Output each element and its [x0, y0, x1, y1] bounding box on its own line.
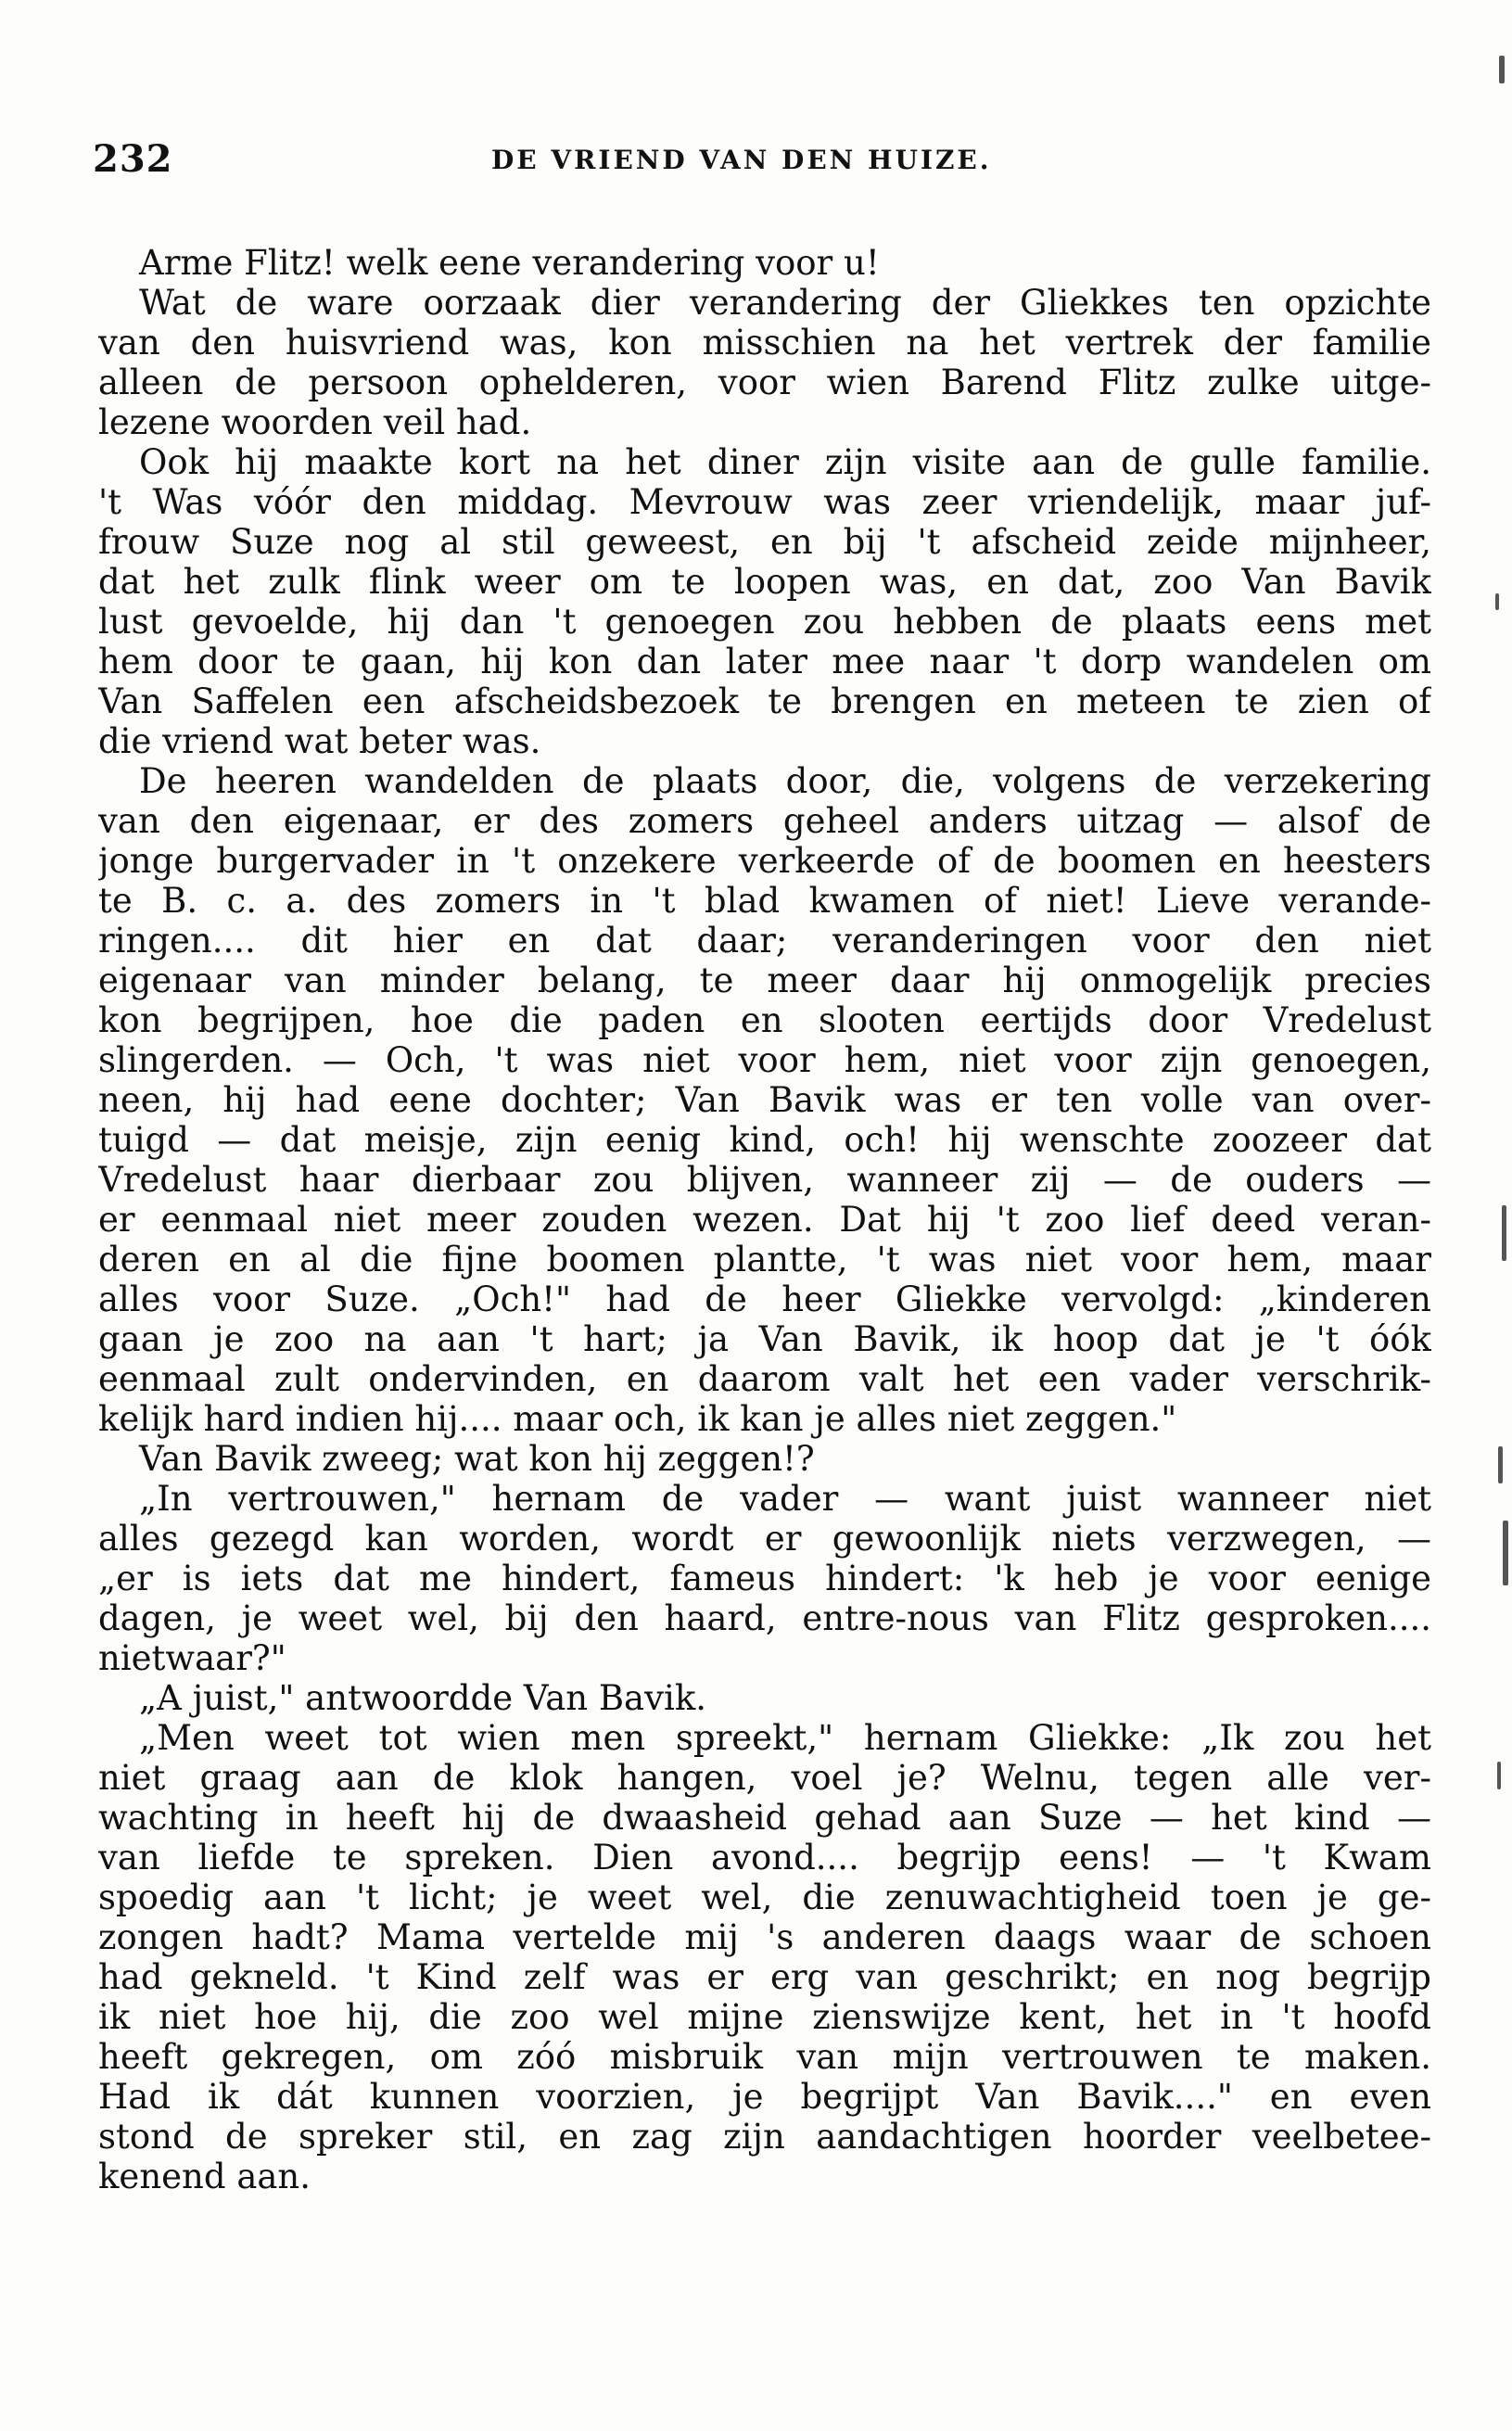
text-line: tuigd — dat meisje, zijn eenig kind, och! hij wenschte zoozeer dat [98, 1120, 1431, 1160]
running-head [93, 137, 1446, 184]
text-line: Wat de ware oorzaak dier verandering der Gliekkes ten opzichte [139, 283, 1431, 323]
text-line: er eenmaal niet meer zouden wezen. Dat hij 't zoo lief deed veran- [98, 1200, 1431, 1240]
text-line: nietwaar?" [98, 1638, 286, 1678]
text-line: wachting in heeft hij de dwaasheid gehad aan Suze — het kind — [98, 1798, 1431, 1838]
scan-speck [1497, 1762, 1501, 1789]
text-line: zongen hadt? Mama vertelde mij 's anderen daags waar de schoen [98, 1917, 1431, 1957]
text-line: stond de spreker stil, en zag zijn aandachtigen hoorder veelbetee- [98, 2117, 1431, 2157]
text-line: ik niet hoe hij, die zoo wel mijne zienswijze kent, het in 't hoofd [98, 1997, 1431, 2037]
text-line: kon begrijpen, hoe die paden en slooten eertijds door Vredelust [98, 1000, 1431, 1040]
text-line: „Men weet tot wien men spreekt," hernam Gliekke: „Ik zou het [139, 1718, 1431, 1758]
text-line: 't Was vóór den middag. Mevrouw was zeer vriendelijk, maar juf- [98, 482, 1431, 522]
text-line: Had ik dát kunnen voorzien, je begrijpt Van Bavik...." en even [98, 2077, 1431, 2117]
text-line: lezene woorden veil had. [98, 402, 532, 442]
text-line: alles voor Suze. „Och!" had de heer Gliekke vervolgd: „kinderen [98, 1279, 1431, 1319]
text-line: ringen.... dit hier en dat daar; veranderingen voor den niet [98, 921, 1431, 961]
text-line: dagen, je weet wel, bij den haard, entre-nous van Flitz gesproken.... [98, 1598, 1431, 1638]
text-line: slingerden. — Och, 't was niet voor hem, niet voor zijn genoegen, [98, 1040, 1431, 1080]
text-line: Ook hij maakte kort na het diner zijn visite aan de gulle familie. [139, 442, 1431, 482]
text-line: lust gevoelde, hij dan 't genoegen zou hebben de plaats eens met [98, 602, 1431, 642]
text-line: neen, hij had eene dochter; Van Bavik was er ten volle van over- [98, 1080, 1431, 1120]
text-line: spoedig aan 't licht; je weet wel, die zenuwachtigheid toen je ge- [98, 1877, 1431, 1917]
text-line: van den huisvriend was, kon misschien na het vertrek der familie [98, 323, 1431, 363]
text-line: jonge burgervader in 't onzekere verkeerde of de boomen en heesters [98, 841, 1431, 881]
text-line: „In vertrouwen," hernam de vader — want juist wanneer niet [139, 1479, 1431, 1519]
text-line: kelijk hard indien hij.... maar och, ik kan je alles niet zeggen." [98, 1399, 1177, 1439]
scan-speck [1498, 1446, 1503, 1483]
scan-speck [1502, 1205, 1506, 1261]
text-line: „er is iets dat me hindert, fameus hindert: 'k heb je voor eenige [98, 1559, 1431, 1598]
scan-speck [1499, 56, 1505, 83]
text-line: van liefde te spreken. Dien avond.... begrijp eens! — 't Kwam [98, 1838, 1431, 1877]
page-number: 232 [93, 137, 173, 181]
body-text [98, 243, 1431, 2196]
text-line: alles gezegd kan worden, wordt er gewoonlijk niets verzwegen, — [98, 1519, 1431, 1559]
text-line: alleen de persoon ophelderen, voor wien Barend Flitz zulke uitge- [98, 363, 1431, 402]
text-line: Arme Flitz! welk eene verandering voor u! [139, 243, 880, 283]
text-line: van den eigenaar, er des zomers geheel anders uitzag — alsof de [98, 801, 1431, 841]
text-line: niet graag aan de klok hangen, voel je? Welnu, tegen alle ver- [98, 1758, 1431, 1798]
text-line: eigenaar van minder belang, te meer daar hij onmogelijk precies [98, 961, 1431, 1000]
text-line: heeft gekregen, om zóó misbruik van mijn vertrouwen te maken. [98, 2037, 1431, 2077]
running-title: DE VRIEND VAN DEN HUIZE. [491, 145, 992, 175]
scan-speck [1495, 593, 1499, 610]
text-line: eenmaal zult ondervinden, en daarom valt het een vader verschrik- [98, 1359, 1431, 1399]
text-line: dat het zulk flink weer om te loopen was, en dat, zoo Van Bavik [98, 562, 1431, 602]
text-line: kenend aan. [98, 2157, 311, 2196]
text-line: te B. c. a. des zomers in 't blad kwamen of niet! Lieve verande- [98, 881, 1431, 921]
text-line: Vredelust haar dierbaar zou blijven, wanneer zij — de ouders — [98, 1160, 1431, 1200]
text-line: Van Bavik zweeg; wat kon hij zeggen!? [139, 1439, 815, 1479]
text-line: gaan je zoo na aan 't hart; ja Van Bavik, ik hoop dat je 't óók [98, 1319, 1431, 1359]
text-line: frouw Suze nog al stil geweest, en bij 't afscheid zeide mijnheer, [98, 522, 1431, 562]
scan-speck [1503, 1521, 1508, 1585]
text-line: hem door te gaan, hij kon dan later mee naar 't dorp wandelen om [98, 642, 1431, 681]
text-line: Van Saffelen een afscheidsbezoek te brengen en meteen te zien of [98, 681, 1431, 721]
text-line: had gekneld. 't Kind zelf was er erg van geschrikt; en nog begrijp [98, 1957, 1431, 1997]
text-line: De heeren wandelden de plaats door, die, volgens de verzekering [139, 761, 1431, 801]
text-line: die vriend wat beter was. [98, 721, 541, 761]
text-line: „A juist," antwoordde Van Bavik. [139, 1678, 707, 1718]
scan-edge-marks [1484, 0, 1512, 2431]
text-line: deren en al die fijne boomen plantte, 't was niet voor hem, maar [98, 1240, 1431, 1279]
